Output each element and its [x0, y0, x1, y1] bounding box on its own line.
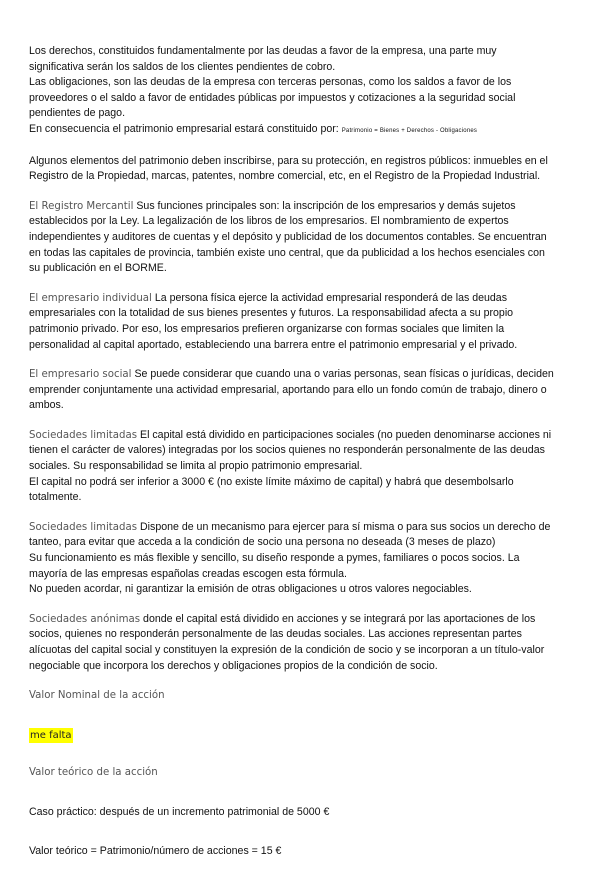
empresario-individual-section: [29, 291, 574, 353]
text-line: Las obligaciones, son las deudas de la empresa con terceras personas, como los saldos a favor de los: [29, 76, 512, 89]
intro-paragraph: [29, 44, 574, 140]
text-line: [29, 291, 574, 307]
text-line: significativa serán los saldos de los clientes pendientes de cobro.: [29, 60, 336, 73]
text-line: Los derechos, constituidos fundamentalmente por las deudas a favor de la empresa, una parte muy: [29, 45, 497, 57]
section-heading: Sociedades limitadas: [29, 521, 138, 533]
valor-teorico-formula: Valor teórico = Patrimonio/número de acciones = 15 €: [29, 844, 282, 857]
text-line: su publicación en el BORME.: [29, 262, 167, 275]
text-line: [29, 199, 574, 215]
text-line: [29, 367, 574, 383]
text-line: alícuotas del capital social y constituyen la expresión de la condición de socio y se incorporan a un título-valor: [29, 644, 545, 656]
text-line: [29, 520, 574, 536]
text-span: La persona física ejerce la actividad empresarial responderá de las deudas: [154, 291, 507, 304]
empresario-social-section: [29, 367, 574, 414]
text-line: socios, quienes no responderán personalmente de las deudas sociales. Las acciones representan partes: [29, 628, 522, 641]
text-line: emprender conjuntamente una actividad empresarial, aportando para ello un fondo común de trabajo, dinero o: [29, 383, 547, 396]
text-line: pendientes de pago.: [29, 107, 126, 120]
registro-mercantil-section: [29, 199, 574, 277]
sociedades-limitadas-section-2: [29, 520, 574, 598]
text-line: No pueden acordar, ni garantizar la emisión de otras obligaciones u otros valores negociables.: [29, 583, 472, 596]
text-line: personalidad al capital aportado, estableciendo una barrera entre el patrimonio empresarial y el privado.: [29, 338, 518, 351]
valor-teorico-heading: Valor teórico de la acción: [29, 767, 158, 779]
sociedades-limitadas-section-1: [29, 428, 574, 506]
registro-paragraph: [29, 154, 574, 185]
section-heading: Sociedades limitadas: [29, 429, 138, 441]
text-line: patrimonio privado. Por eso, los empresarios prefieren organizarse con formas sociales que limiten la: [29, 322, 505, 335]
text-line: Algunos elementos del patrimonio deben inscribirse, para su protección, en registros públicos: inmuebles en el: [29, 154, 548, 167]
text-line: [29, 612, 574, 628]
text-line: negociable que incorpora los derechos y obligaciones propios de la condición de socio.: [29, 659, 438, 672]
section-heading: Sociedades anónimas: [29, 613, 141, 625]
text-span: Sus funciones principales son: la inscripción de los empresarios y demás sujetos: [136, 199, 516, 212]
text-line: mayoría de las empresas españolas creadas escogen esta fórmula.: [29, 567, 347, 580]
section-heading: El empresario individual: [29, 292, 152, 304]
text-line: ambos.: [29, 399, 64, 412]
text-span: Se puede considerar que cuando una o varias personas, sean físicas o jurídicas, deciden: [134, 368, 554, 381]
patrimonio-formula: Patrimonio = Bienes + Derechos - Obligaciones: [341, 127, 478, 134]
text-line: Registro de la Propiedad, marcas, patentes, nombre comercial, etc, en el Registro de la Propiedad Industrial.: [29, 170, 541, 183]
text-line: tienen el carácter de valores) integradas por los socios quienes no responderán personalmente de las deudas: [29, 444, 545, 457]
text-line: sociales. Su responsabilidad se limita al propio patrimonio empresarial.: [29, 460, 363, 473]
text-line: en todas las capitales de provincia, también existe uno central, que da publicidad a los hechos esenciales con: [29, 246, 545, 259]
me-falta-highlight: me falta: [29, 728, 73, 744]
text-line: tanteo, para evitar que acceda a la condición de socio una persona no deseada (3 meses de plazo): [29, 536, 496, 549]
text-line: [29, 428, 574, 444]
valor-nominal-heading: Valor Nominal de la acción: [29, 690, 165, 702]
text-line: empresariales con la totalidad de sus bienes presentes y futuros. La responsabilidad afecta a su propio: [29, 307, 514, 320]
section-heading: El empresario social: [29, 369, 132, 381]
document-page: [29, 44, 574, 882]
text-span: donde el capital está dividido en acciones y se integrará por las aportaciones de los: [143, 612, 536, 625]
text-span: El capital está dividido en participaciones sociales (no pueden denominarse acciones ni: [140, 428, 552, 441]
caso-practico-text: Caso práctico: después de un incremento patrimonial de 5000 €: [29, 805, 330, 818]
intro-conclusion: En consecuencia el patrimonio empresarial estará constituido por:: [29, 122, 339, 135]
section-heading: El Registro Mercantil: [29, 200, 134, 212]
text-line: establecidos por la Ley. La legalización de los libros de los empresarios. El nombramiento de expertos: [29, 215, 509, 228]
sociedades-anonimas-section: [29, 612, 574, 674]
text-span: Dispone de un mecanismo para ejercer para sí misma o para sus socios un derecho de: [140, 520, 551, 533]
text-line: El capital no podrá ser inferior a 3000 € (no existe límite máximo de capital) y habrá que desembolsarlo: [29, 475, 514, 488]
text-line: proveedores o el saldo a favor de entidades públicas por impuestos y cotizaciones a la seguridad social: [29, 91, 516, 104]
text-line: [29, 122, 574, 140]
text-line: Su funcionamiento es más flexible y sencillo, su diseño responde a pymes, familiares o pocos socios. La: [29, 552, 520, 565]
text-line: independientes y auditores de cuentas y el depósito y publicidad de los documentos contables. Se encuentran: [29, 230, 547, 243]
text-line: totalmente.: [29, 491, 82, 504]
